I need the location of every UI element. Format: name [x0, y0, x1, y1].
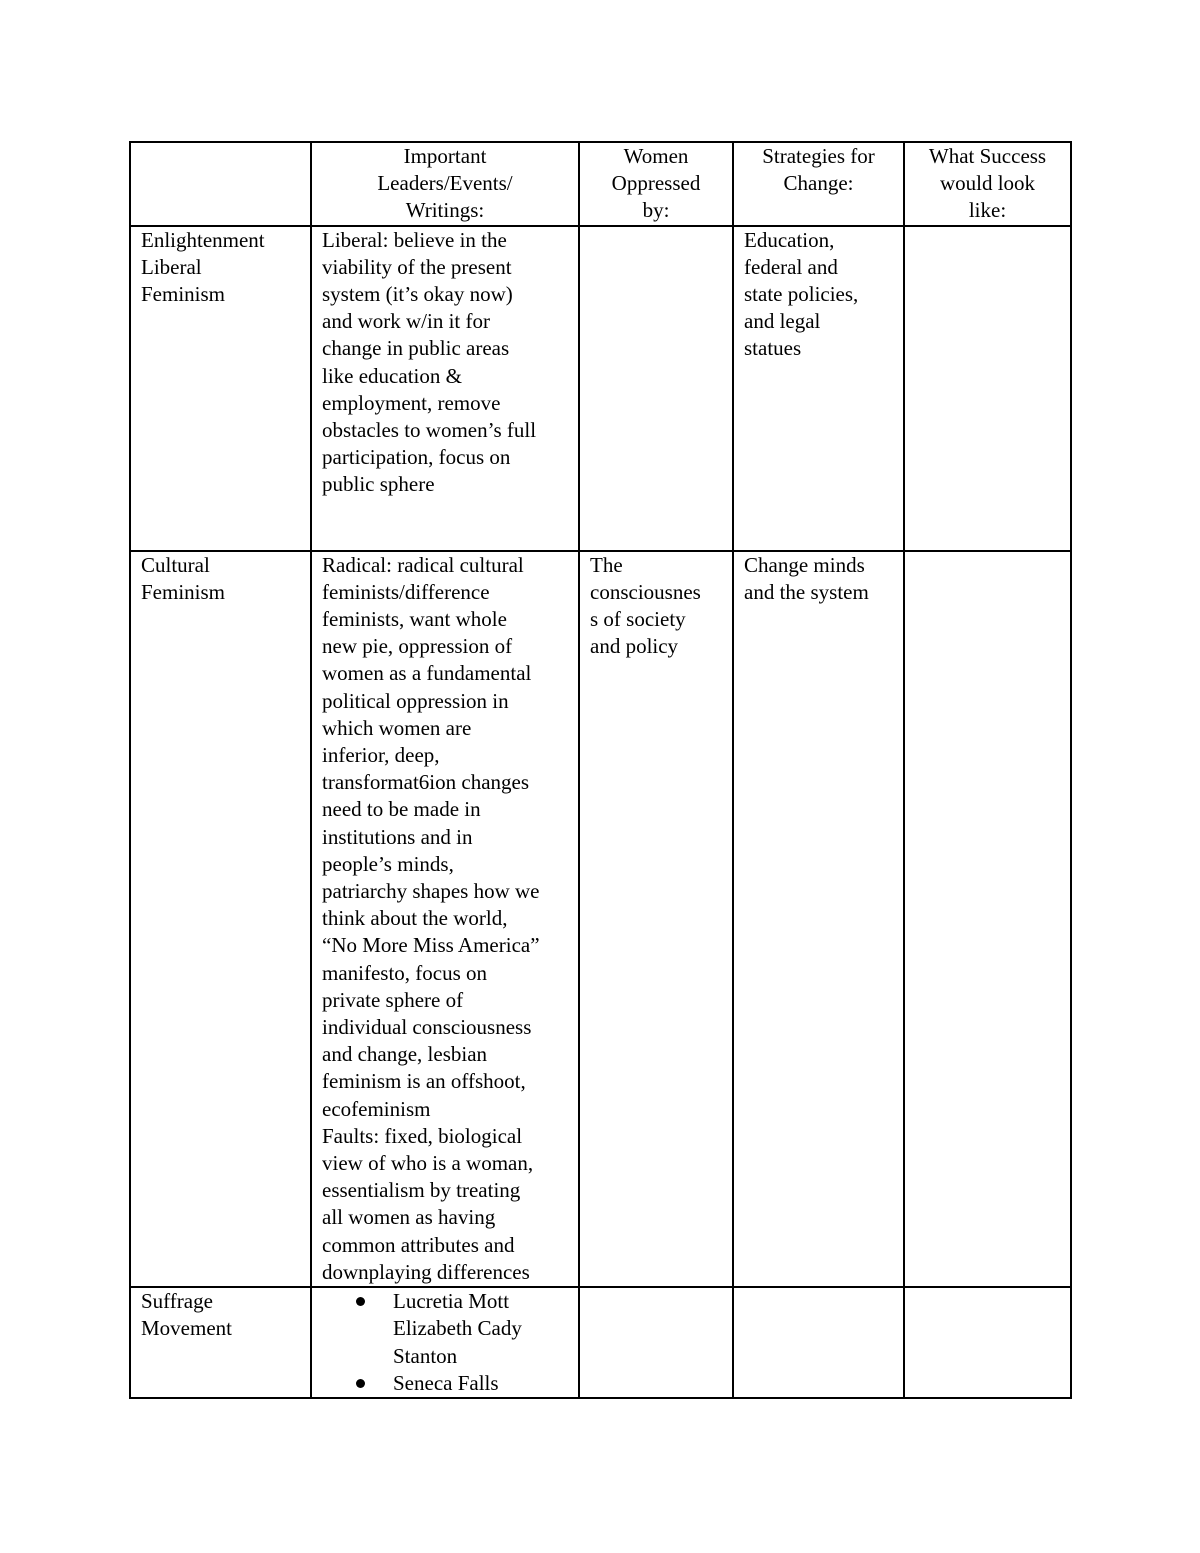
text-line: new pie, oppression of [322, 634, 513, 659]
text-line: feminism is an offshoot, [322, 1069, 526, 1094]
text-line: individual consciousness [322, 1015, 532, 1040]
text-line: state policies, [744, 282, 859, 307]
list-item [322, 1370, 568, 1397]
table-row [130, 1287, 1071, 1398]
text-line: participation, focus on [322, 445, 511, 470]
table-row [130, 551, 1071, 1287]
text-line: Liberal: believe in the [322, 227, 507, 252]
text-line: and the system [744, 579, 869, 604]
text-line: change in public areas [322, 336, 510, 361]
text-line: s of society [590, 607, 686, 632]
text-line: public sphere [322, 472, 435, 497]
comparison-table [129, 141, 1072, 1399]
row-label [130, 1287, 311, 1398]
text-line: people’s minds, [322, 851, 454, 876]
text-line: Writings: [405, 198, 485, 223]
header-cell-strategies [733, 142, 904, 226]
text-line: and policy [590, 634, 679, 659]
text-line: and legal [744, 309, 821, 334]
header-cell-leaders [311, 142, 579, 226]
text-line: Education, [744, 227, 835, 252]
text-line: view of who is a woman, [322, 1151, 534, 1176]
strategies-cell [733, 551, 904, 1287]
text-line: essentialism by treating [322, 1178, 521, 1203]
text-line: would look [939, 171, 1036, 196]
text-line: Important [403, 144, 487, 168]
text-line: transformat6ion changes [322, 770, 530, 795]
text-line: consciousnes [590, 579, 701, 604]
text-line: Change minds [744, 552, 865, 577]
row-label [130, 226, 311, 551]
leaders-cell [311, 551, 579, 1287]
text-line: Suffrage [141, 1289, 213, 1314]
text-line: Strategies for [762, 144, 875, 168]
text-line: think about the world, [322, 906, 508, 931]
text-line: Stanton [393, 1343, 458, 1368]
text-line: Women [623, 144, 689, 168]
oppressed-cell [579, 226, 733, 551]
text-line: Enlightenment [141, 227, 265, 252]
text-line: and work w/in it for [322, 309, 490, 334]
text-line: statues [744, 336, 802, 361]
text-line: Faults: fixed, biological [322, 1123, 523, 1148]
leaders-cell [311, 226, 579, 551]
text-line: all women as having [322, 1205, 496, 1230]
text-line: “No More Miss America” [322, 933, 540, 958]
header-cell-oppressed [579, 142, 733, 226]
text-line: viability of the present [322, 254, 512, 279]
text-line: What Success [928, 144, 1047, 168]
text-line: federal and [744, 254, 838, 279]
text-line: employment, remove [322, 390, 501, 415]
text-line: Seneca Falls [393, 1370, 499, 1395]
success-cell [904, 1287, 1071, 1398]
text-line: by: [642, 198, 670, 223]
text-line: Oppressed [611, 171, 701, 196]
text-line: feminists/difference [322, 579, 490, 604]
text-line: Elizabeth Cady [393, 1316, 522, 1341]
text-line: political oppression in [322, 688, 509, 713]
oppressed-cell [579, 1287, 733, 1398]
text-line: obstacles to women’s full [322, 418, 537, 443]
text-line: system (it’s okay now) [322, 282, 513, 307]
text-line: feminists, want whole [322, 607, 507, 632]
text-line: Lucretia Mott [393, 1289, 510, 1314]
text-line: Cultural [141, 552, 210, 577]
leaders-cell [311, 1287, 579, 1398]
header-cell-success [904, 142, 1071, 226]
success-cell [904, 551, 1071, 1287]
text-line: Radical: radical cultural [322, 552, 524, 577]
text-line: patriarchy shapes how we [322, 879, 540, 904]
header-cell-corner [130, 142, 311, 226]
text-line: Change: [783, 171, 854, 196]
oppressed-cell [579, 551, 733, 1287]
text-line: Leaders/Events/ [377, 171, 513, 196]
text-line: common attributes and [322, 1232, 515, 1257]
bullet-list [322, 1288, 568, 1397]
text-line: Movement [141, 1316, 232, 1341]
text-line: Liberal [141, 254, 202, 279]
bullet-icon [356, 1379, 365, 1388]
row-label [130, 551, 311, 1287]
text-line: downplaying differences [322, 1259, 530, 1284]
text-line: Feminism [141, 579, 226, 604]
text-line: like education & [322, 363, 462, 388]
header-row [130, 142, 1071, 226]
text-line: which women are [322, 715, 472, 740]
text-line: like: [968, 198, 1007, 223]
text-line: inferior, deep, [322, 743, 440, 768]
bullet-icon [356, 1297, 365, 1306]
list-item [322, 1288, 568, 1370]
strategies-cell [733, 1287, 904, 1398]
text-line: ecofeminism [322, 1096, 431, 1121]
text-line: women as a fundamental [322, 661, 532, 686]
table-row [130, 226, 1071, 551]
strategies-cell [733, 226, 904, 551]
text-line: and change, lesbian [322, 1042, 488, 1067]
text-line: need to be made in [322, 797, 481, 822]
success-cell [904, 226, 1071, 551]
text-line: private sphere of [322, 987, 464, 1012]
text-line: The [590, 552, 623, 577]
text-line: institutions and in [322, 824, 473, 849]
text-line: Feminism [141, 282, 226, 307]
text-line: manifesto, focus on [322, 960, 488, 985]
